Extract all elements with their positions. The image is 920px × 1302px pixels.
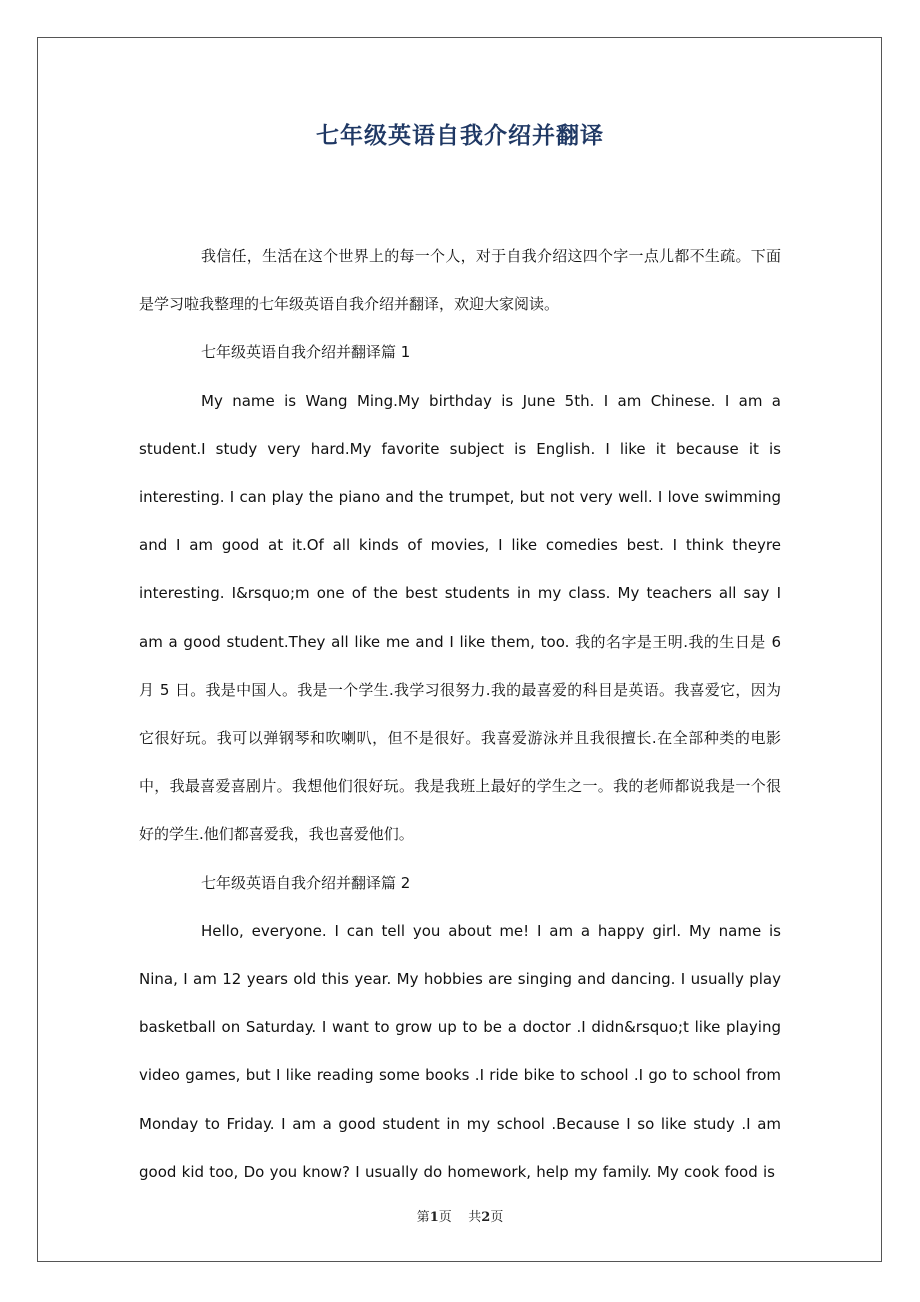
footer-mid: 页 共 <box>438 1210 482 1225</box>
footer-suffix: 页 <box>490 1210 504 1225</box>
document-title: 七年级英语自我介绍并翻译 <box>316 123 604 149</box>
section-1-body: My name is Wang Ming.My birthday is June 5th. I am Chinese. I am a student.I study very hard.My favorite subject is English. I like it because it is interesting. I can play the piano and the trumpet, but not very well. I love swimming and I am good at it.Of all kinds of movies, I like comedies best. I think theyre interesting. I&rsquo;m one of the best students in my class. My teachers all say I am a good student.They all like me and I like them, too. 我的名字是王明.我的生日是 6 月 5 日。我是中国人。我是一个学生.我学习很努力.我的最喜爱的科目是英语。我喜爱它，因为它很好玩。我可以弹钢琴和吹喇叭，但不是很好。我喜爱游泳并且我很擅长.在全部种类的电影中，我最喜爱喜剧片。我想他们很好玩。我是我班上最好的学生之一。我的老师都说我是一个很好的学生.他们都喜爱我，我也喜爱他们。 <box>139 391 782 844</box>
section-1-heading: 七年级英语自我介绍并翻译篇 1 <box>201 343 411 362</box>
intro-paragraph: 我信任，生活在这个世界上的每一个人，对于自我介绍这四个字一点儿都不生疏。下面是学习啦我整理的七年级英语自我介绍并翻译，欢迎大家阅读。 <box>139 247 781 314</box>
document-body <box>139 232 781 1196</box>
total-pages-number: 2 <box>481 1210 491 1225</box>
footer-prefix: 第 <box>416 1210 430 1225</box>
section-2-heading: 七年级英语自我介绍并翻译篇 2 <box>201 873 411 892</box>
current-page-number: 1 <box>429 1210 439 1225</box>
section-2-body: Hello, everyone. I can tell you about me! I am a happy girl. My name is Nina, I am 12 years old this year. My hobbies are singing and dancing. I usually play basketball on Saturday. I want to grow up to be a doctor .I didn&rsquo;t like playing video games, but I like reading some books .I ride bike to school .I go to school from Monday to Friday. I am a good student in my school .Because I so like study .I am good kid too, Do you know? I usually do homework, help my family. My cook food is <box>139 921 781 1181</box>
page-footer <box>0 1206 920 1225</box>
